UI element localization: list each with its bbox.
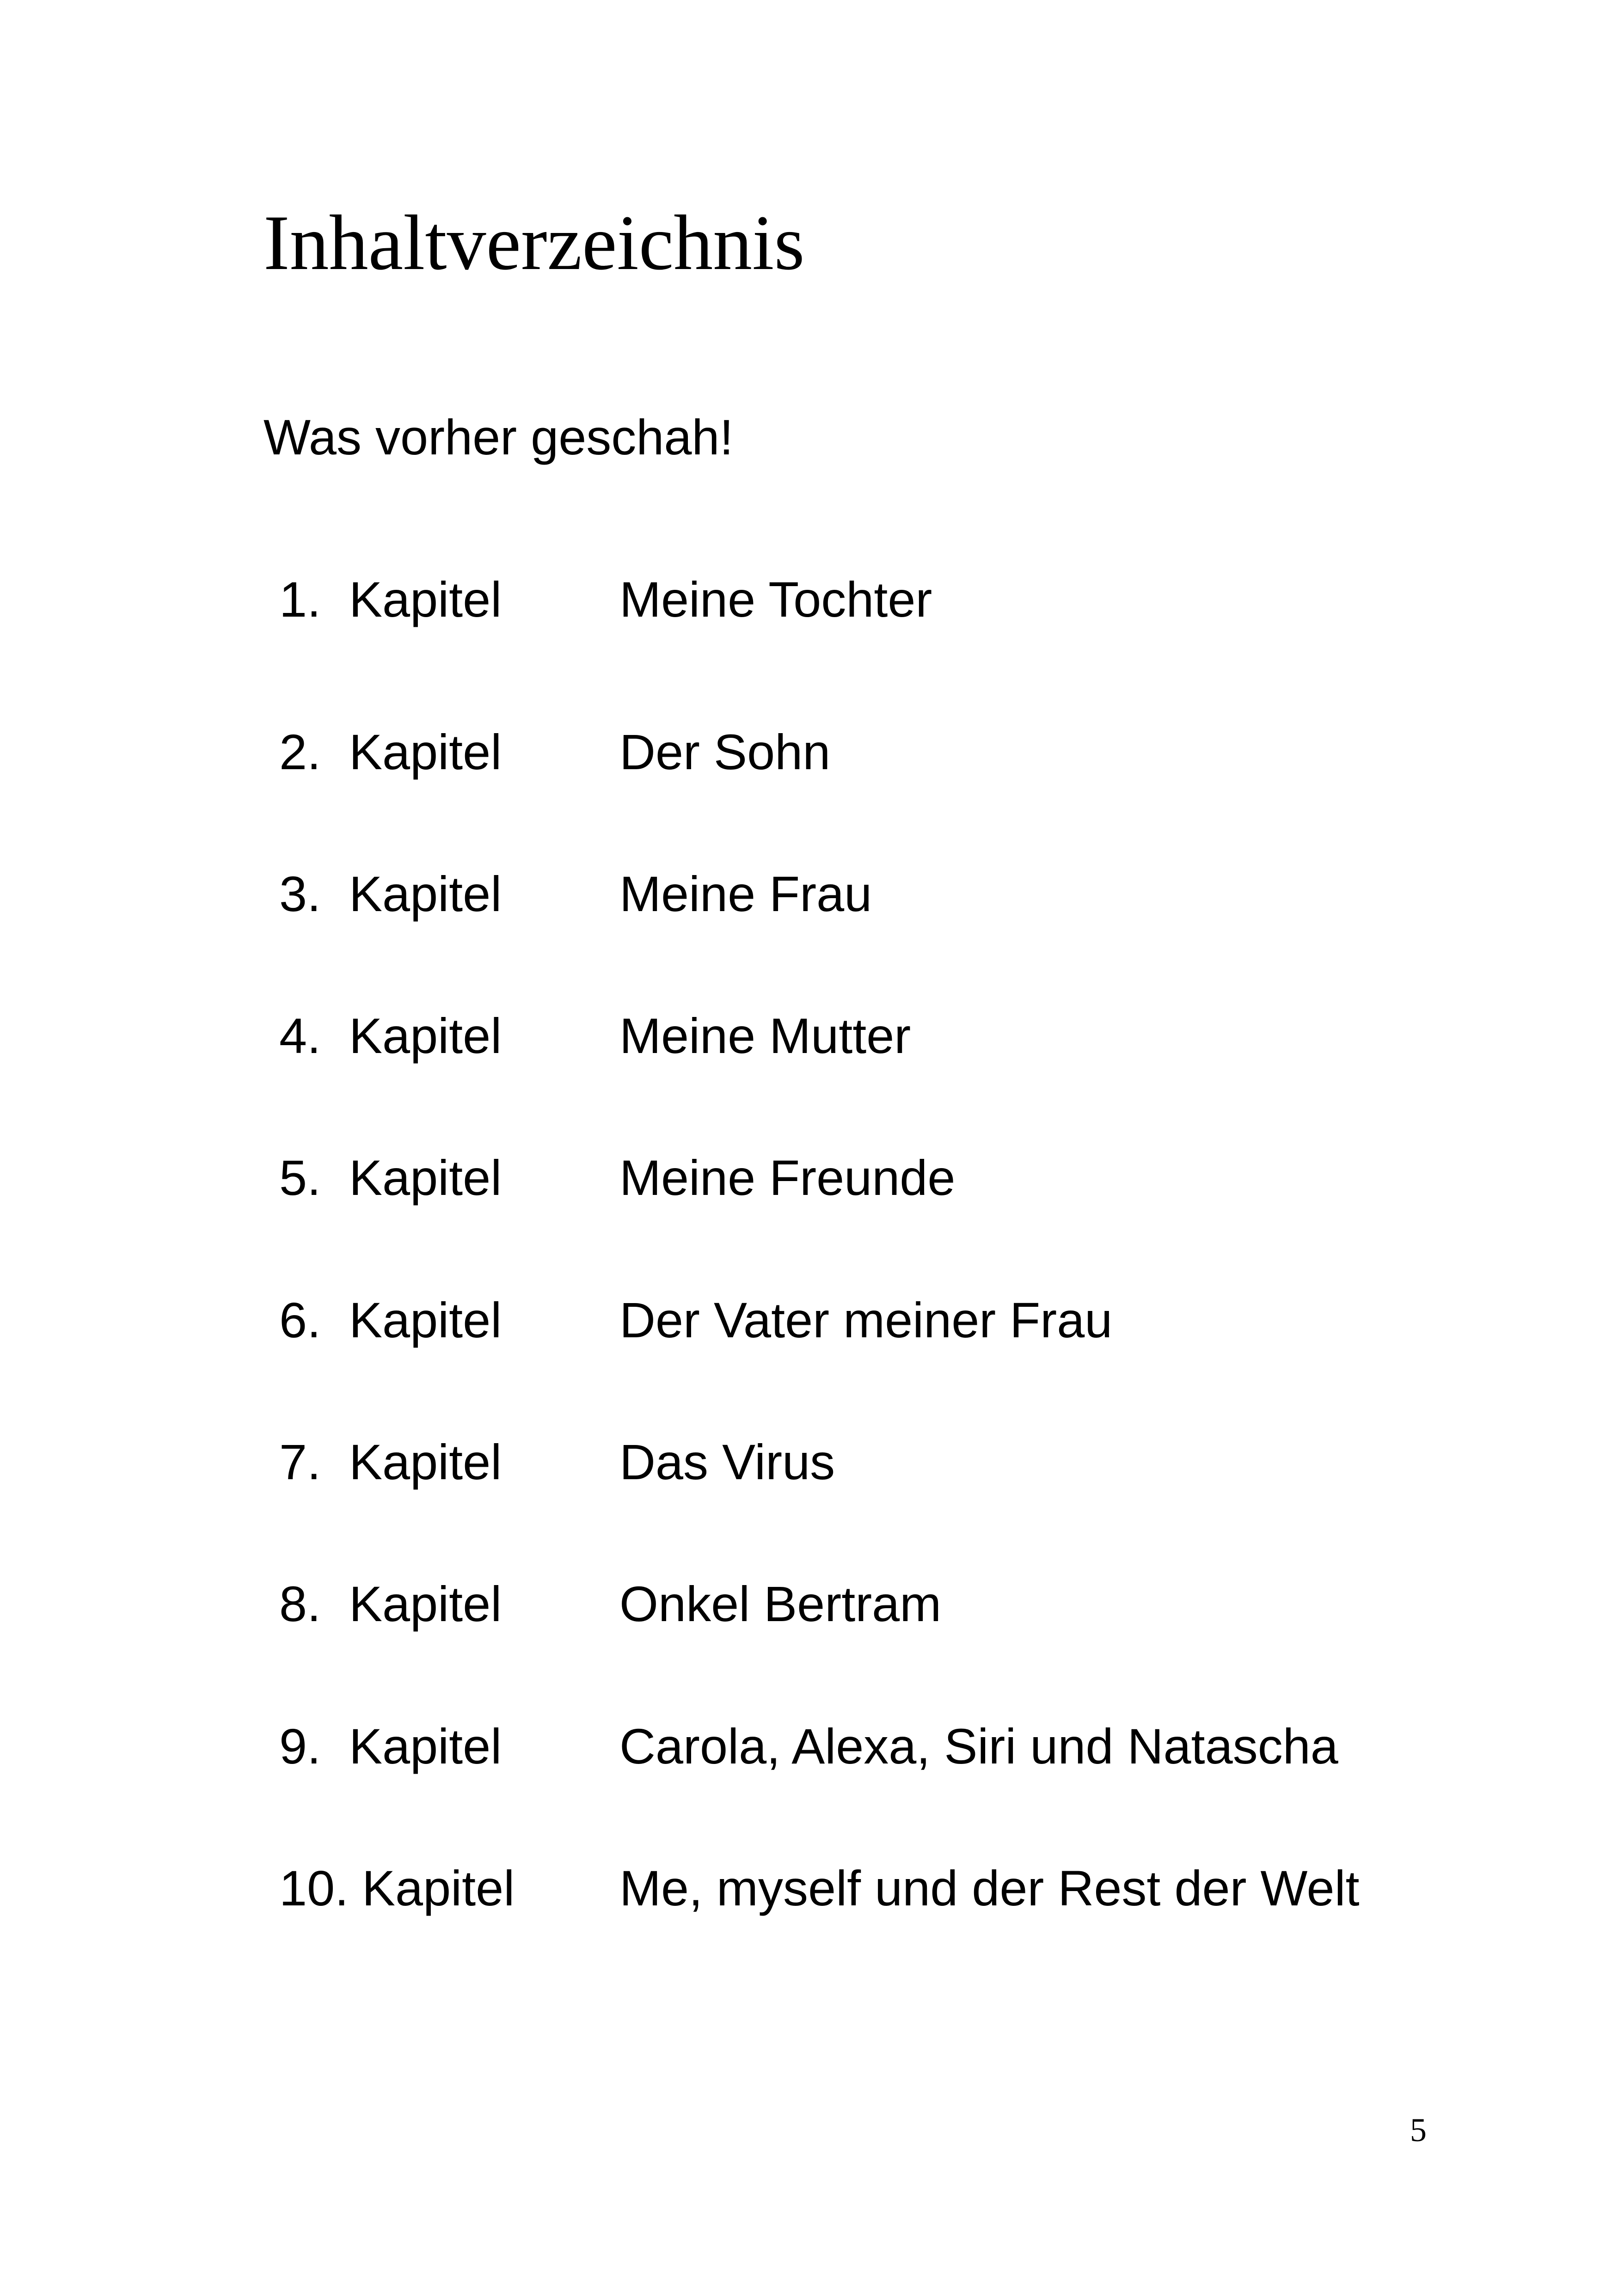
page-title: Inhaltverzeichnis [264, 199, 805, 286]
chapter-number: 6. [279, 1292, 321, 1348]
chapter-number: 10. [279, 1860, 349, 1916]
toc-entry-5 [0, 1150, 1618, 1213]
chapter-title: Der Sohn [619, 724, 831, 780]
chapter-number: 9. [279, 1718, 321, 1774]
chapter-number: 8. [279, 1576, 321, 1632]
toc-entry-3 [0, 866, 1618, 929]
chapter-number: 5. [279, 1150, 321, 1206]
chapter-label: Kapitel [349, 1718, 502, 1774]
chapter-label: Kapitel [362, 1860, 515, 1916]
chapter-number: 3. [279, 866, 321, 922]
toc-entry-2 [0, 724, 1618, 787]
chapter-label: Kapitel [349, 724, 502, 780]
chapter-title: Das Virus [619, 1434, 835, 1490]
chapter-title: Der Vater meiner Frau [619, 1292, 1113, 1348]
chapter-title: Meine Frau [619, 866, 872, 922]
chapter-label: Kapitel [349, 1150, 502, 1206]
chapter-label: Kapitel [349, 1576, 502, 1632]
toc-entry-10 [0, 1860, 1618, 1923]
chapter-number: 7. [279, 1434, 321, 1490]
intro-line: Was vorher geschah! [264, 409, 734, 465]
chapter-title: Meine Tochter [619, 571, 932, 627]
toc-entry-8 [0, 1576, 1618, 1639]
toc-entry-9 [0, 1718, 1618, 1782]
chapter-label: Kapitel [349, 1292, 502, 1348]
chapter-title: Me, myself und der Rest der Welt [619, 1860, 1360, 1916]
page-number: 5 [1410, 2112, 1427, 2149]
toc-entry-1 [0, 571, 1618, 635]
chapter-number: 2. [279, 724, 321, 780]
chapter-title: Carola, Alexa, Siri und Natascha [619, 1718, 1338, 1774]
chapter-label: Kapitel [349, 1008, 502, 1064]
chapter-number: 1. [279, 571, 321, 627]
chapter-number: 4. [279, 1008, 321, 1064]
toc-entry-7 [0, 1434, 1618, 1497]
chapter-title: Onkel Bertram [619, 1576, 942, 1632]
chapter-label: Kapitel [349, 866, 502, 922]
toc-entry-6 [0, 1292, 1618, 1355]
chapter-label: Kapitel [349, 571, 502, 627]
toc-entry-4 [0, 1008, 1618, 1071]
chapter-label: Kapitel [349, 1434, 502, 1490]
chapter-title: Meine Mutter [619, 1008, 911, 1064]
chapter-title: Meine Freunde [619, 1150, 956, 1206]
